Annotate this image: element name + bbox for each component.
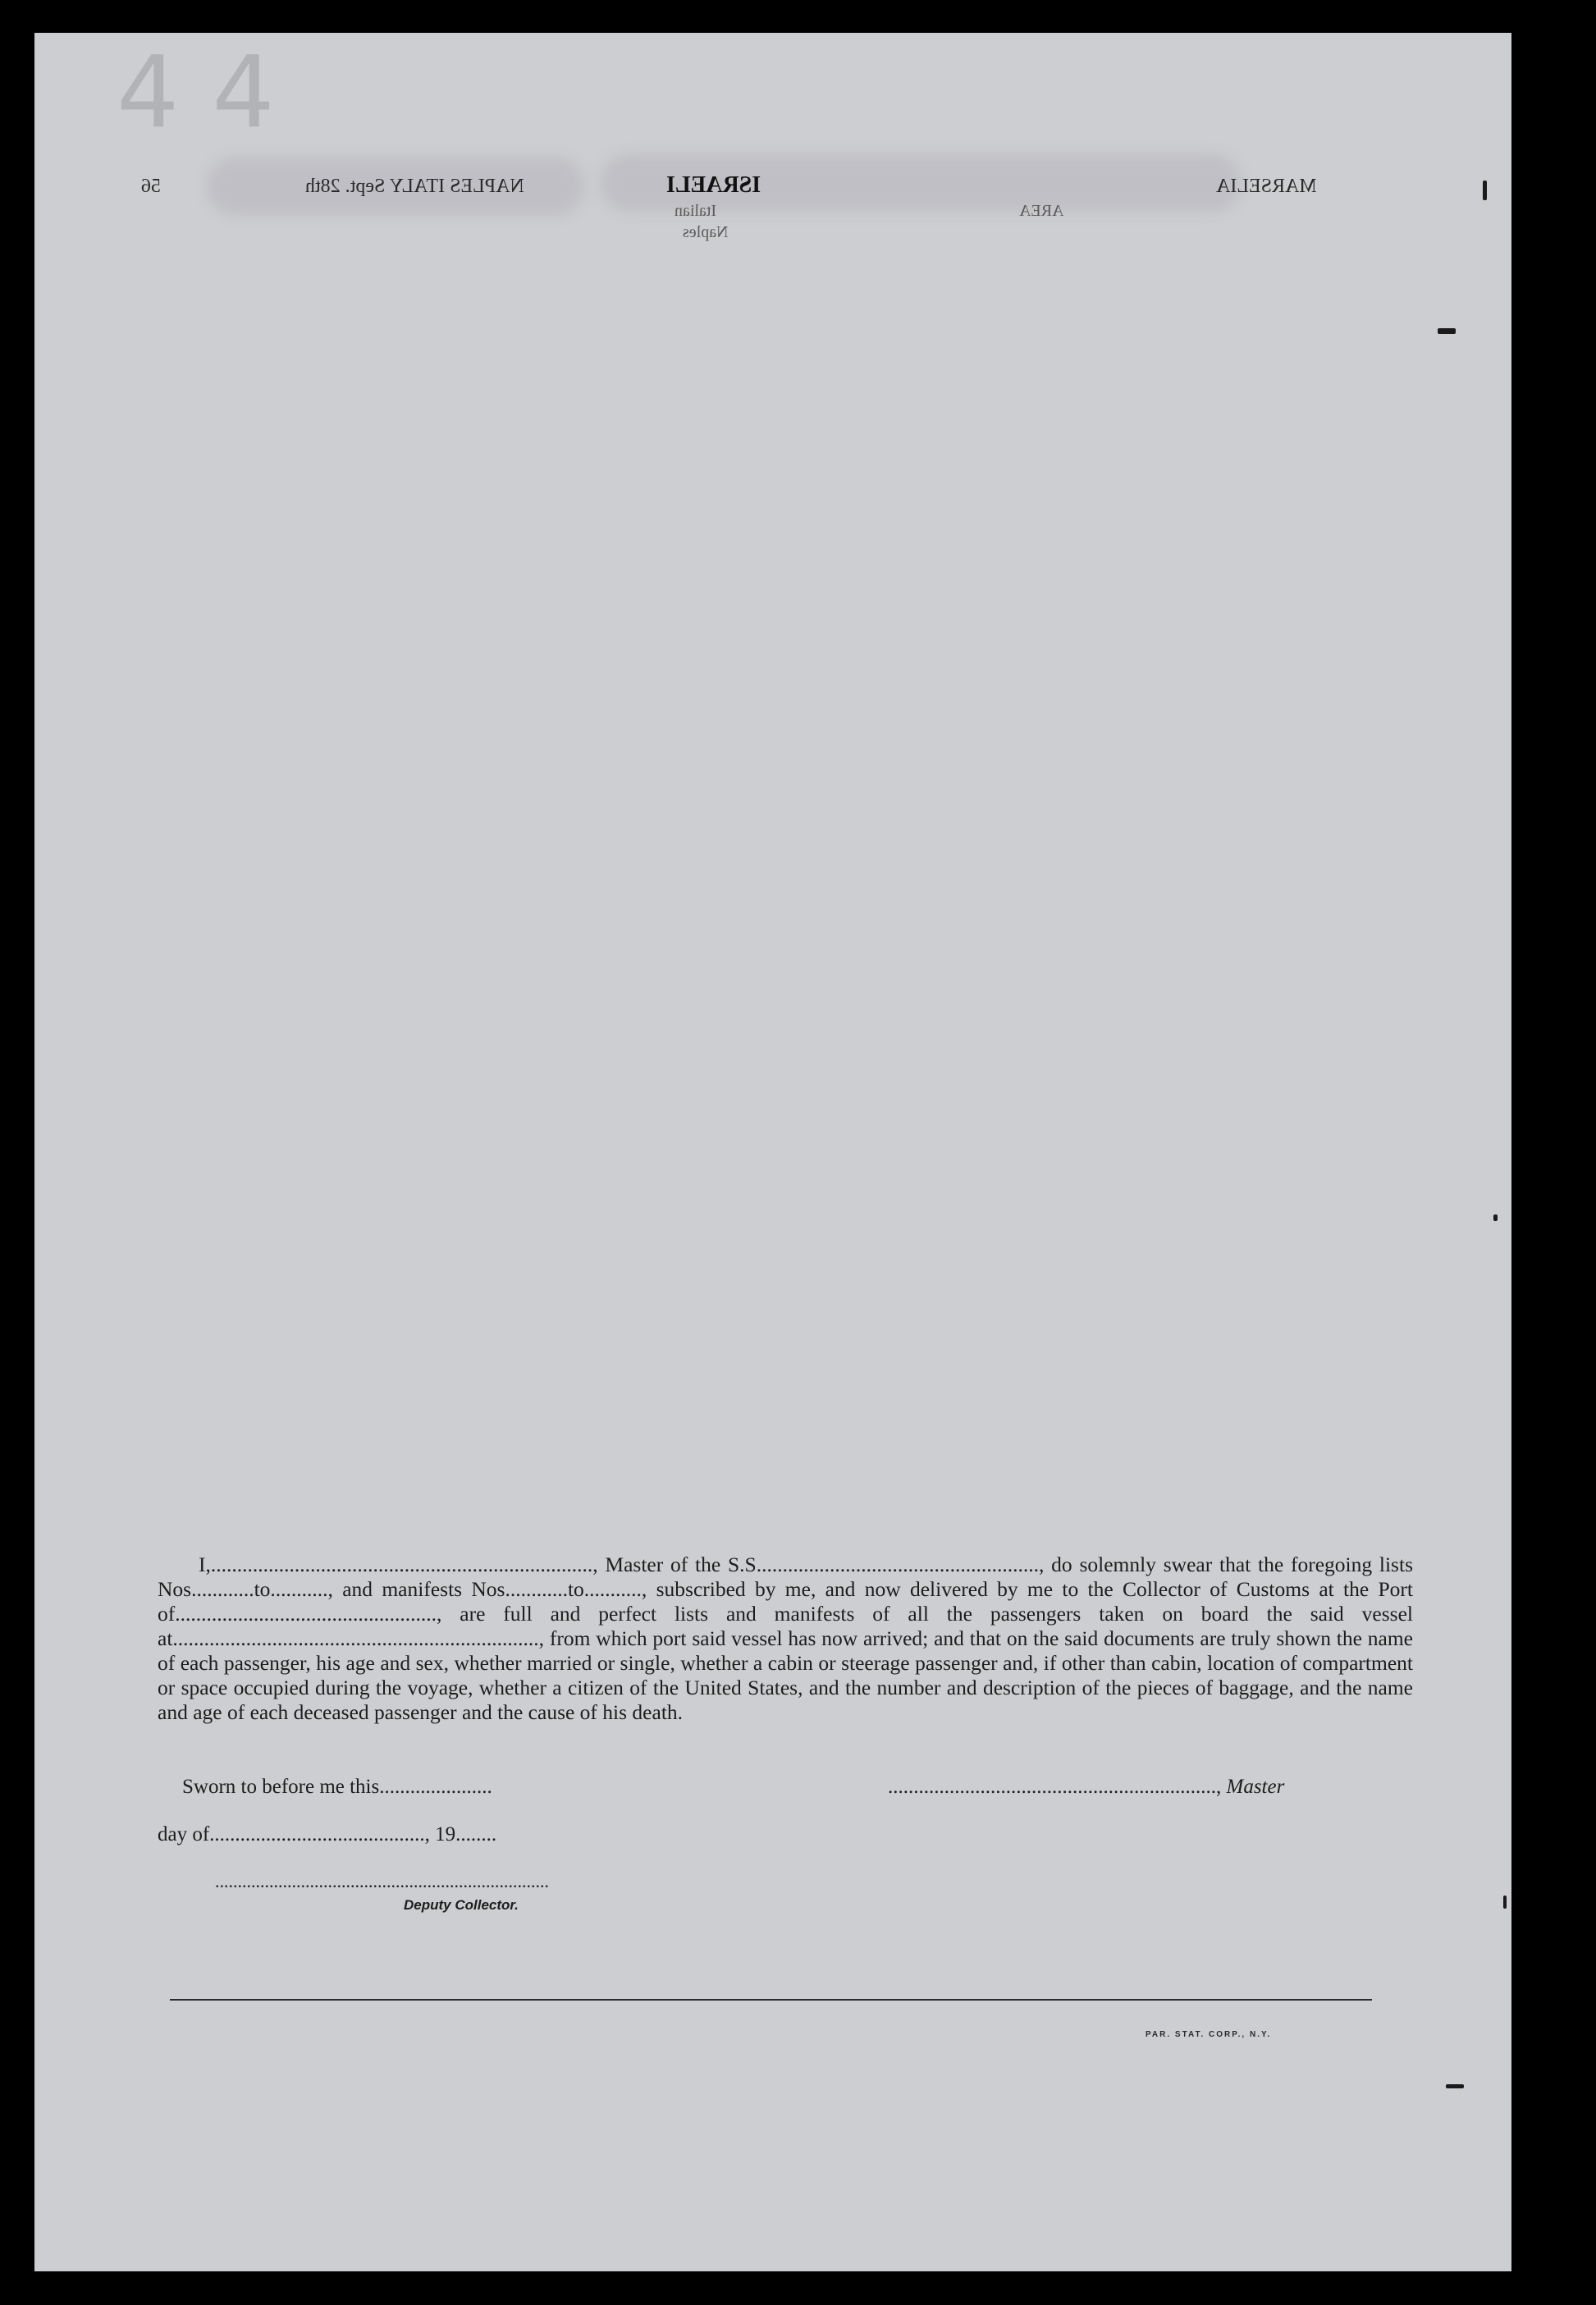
master-dotted-line: ................................................................, [888,1776,1222,1798]
ink-speck [1483,181,1487,200]
ink-speck [1446,2084,1464,2088]
bottom-rule [170,1999,1372,2001]
ghost-sub-1: Italian [675,202,717,220]
ghost-nationality: ISRAELI [666,172,761,198]
deputy-collector-label: Deputy Collector. [404,1897,519,1913]
ghost-place: MARSELIA [1216,176,1317,197]
ghost-header-row [141,164,1421,241]
ghost-sub-2: Naples [683,223,729,241]
ghost-row-number: 56 [141,176,161,197]
deputy-dotted-line: .......................................................................... [215,1871,549,1891]
manifest-page [34,33,1511,2271]
ghost-port-date: NAPLES ITALY Sept. 28th [305,176,524,197]
master-label: Master [1226,1776,1285,1798]
oath-text: I,........................................................................., Master of the S.S......................................................, do solemnly swear that the foregoing lists Nos............to..........., and manifests Nos............to..........., subscribed by me, and now delivered by me to the Collector of Customs at the Port of.................................................., are full and perfect lists and manifests of all the passengers taken on board the said vessel at......................................................................, from which port said vessel has now arrived; and that on the said documents are truly shown the name of each passenger, his age and sex, whether married or single, whether a cabin or steerage passenger and, if other than cabin, location of compartment or space occupied during the voyage, whether a citizen of the United States, and the number and description of the pieces of baggage, and the name and age of each deceased passenger and the cause of his death. [158,1553,1413,1724]
pencil-page-number: 44 [117,36,308,150]
master-oath-paragraph [158,1553,1413,1725]
ink-speck [1438,328,1456,334]
sworn-line: Sworn to before me this...................... [182,1776,492,1798]
printer-mark: PAR. STAT. CORP., N.Y. [1146,2030,1272,2039]
ghost-arrival: AREA [1019,202,1064,220]
ink-speck [1493,1214,1498,1221]
day-of-line: day of.........................................., 19........ [158,1823,497,1845]
ink-speck [1503,1896,1507,1909]
master-signature-line [888,1776,1284,1799]
